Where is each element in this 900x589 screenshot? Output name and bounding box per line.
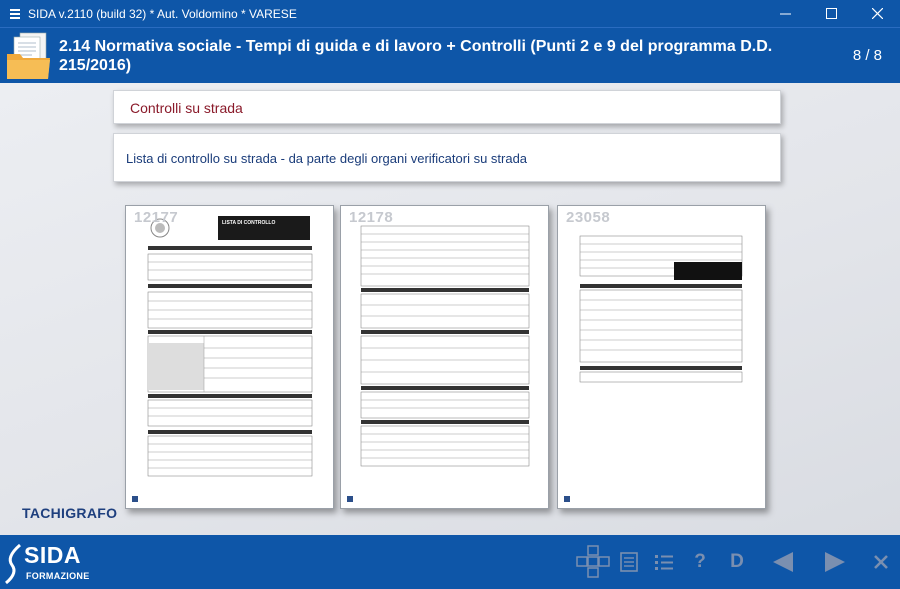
document-thumbnail-3[interactable] xyxy=(557,205,766,509)
previous-button[interactable] xyxy=(766,535,800,589)
arrow-left-icon xyxy=(771,551,795,573)
subheading-card xyxy=(113,133,781,182)
logo-text: SIDA xyxy=(24,542,81,568)
lesson-header xyxy=(0,27,900,83)
d-button[interactable] xyxy=(722,535,752,589)
keypad-icon xyxy=(575,544,611,580)
minimize-button[interactable] xyxy=(762,0,808,27)
app-icon xyxy=(10,8,20,20)
list-icon xyxy=(654,553,674,571)
help-icon: ? xyxy=(694,551,706,572)
notes-button[interactable] xyxy=(616,535,642,589)
next-button[interactable] xyxy=(818,535,852,589)
notes-icon xyxy=(620,552,638,572)
document-thumbnail-2[interactable] xyxy=(340,205,549,509)
logo-subtext: FORMAZIONE xyxy=(26,571,90,581)
close-icon xyxy=(872,8,883,19)
sida-logo xyxy=(2,539,102,585)
document-number: 12178 xyxy=(349,209,394,226)
heading-card xyxy=(113,90,781,124)
document-3-form xyxy=(558,206,766,509)
folder-icon xyxy=(6,32,52,80)
exit-button[interactable] xyxy=(866,535,896,589)
section-heading: Controlli su strada xyxy=(130,100,243,116)
document-1-form xyxy=(126,206,334,509)
document-number: 23058 xyxy=(566,209,611,226)
document-number: 12177 xyxy=(134,209,179,226)
close-button[interactable] xyxy=(854,0,900,27)
index-button[interactable] xyxy=(650,535,678,589)
close-x-icon xyxy=(873,554,889,570)
window-titlebar xyxy=(0,0,900,27)
arrow-right-icon xyxy=(823,551,847,573)
window-title: SIDA v.2110 (build 32) * Aut. Voldomino * VARESE xyxy=(28,6,297,21)
content-area xyxy=(0,83,900,535)
document-thumbnail-1[interactable] xyxy=(125,205,334,509)
document-1-title: LISTA DI CONTROLLO xyxy=(222,220,276,226)
tachigrafo-label: TACHIGRAFO xyxy=(22,505,118,521)
lesson-title: 2.14 Normativa sociale - Tempi di guida e di lavoro + Controlli (Punti 2 e 9 del programma D.D. 215/2016) xyxy=(59,38,773,74)
page-counter: 8 / 8 xyxy=(852,47,882,64)
minimize-icon xyxy=(780,8,791,19)
logo-mark-icon xyxy=(2,541,26,585)
d-label: D xyxy=(730,551,744,572)
document-2-form xyxy=(341,206,549,509)
section-subheading: Lista di controllo su strada - da parte degli organi verificatori su strada xyxy=(126,151,528,166)
maximize-button[interactable] xyxy=(808,0,854,27)
footer-toolbar xyxy=(0,535,900,589)
maximize-icon xyxy=(826,8,837,19)
help-button[interactable] xyxy=(686,535,714,589)
keypad-button[interactable] xyxy=(574,535,612,589)
